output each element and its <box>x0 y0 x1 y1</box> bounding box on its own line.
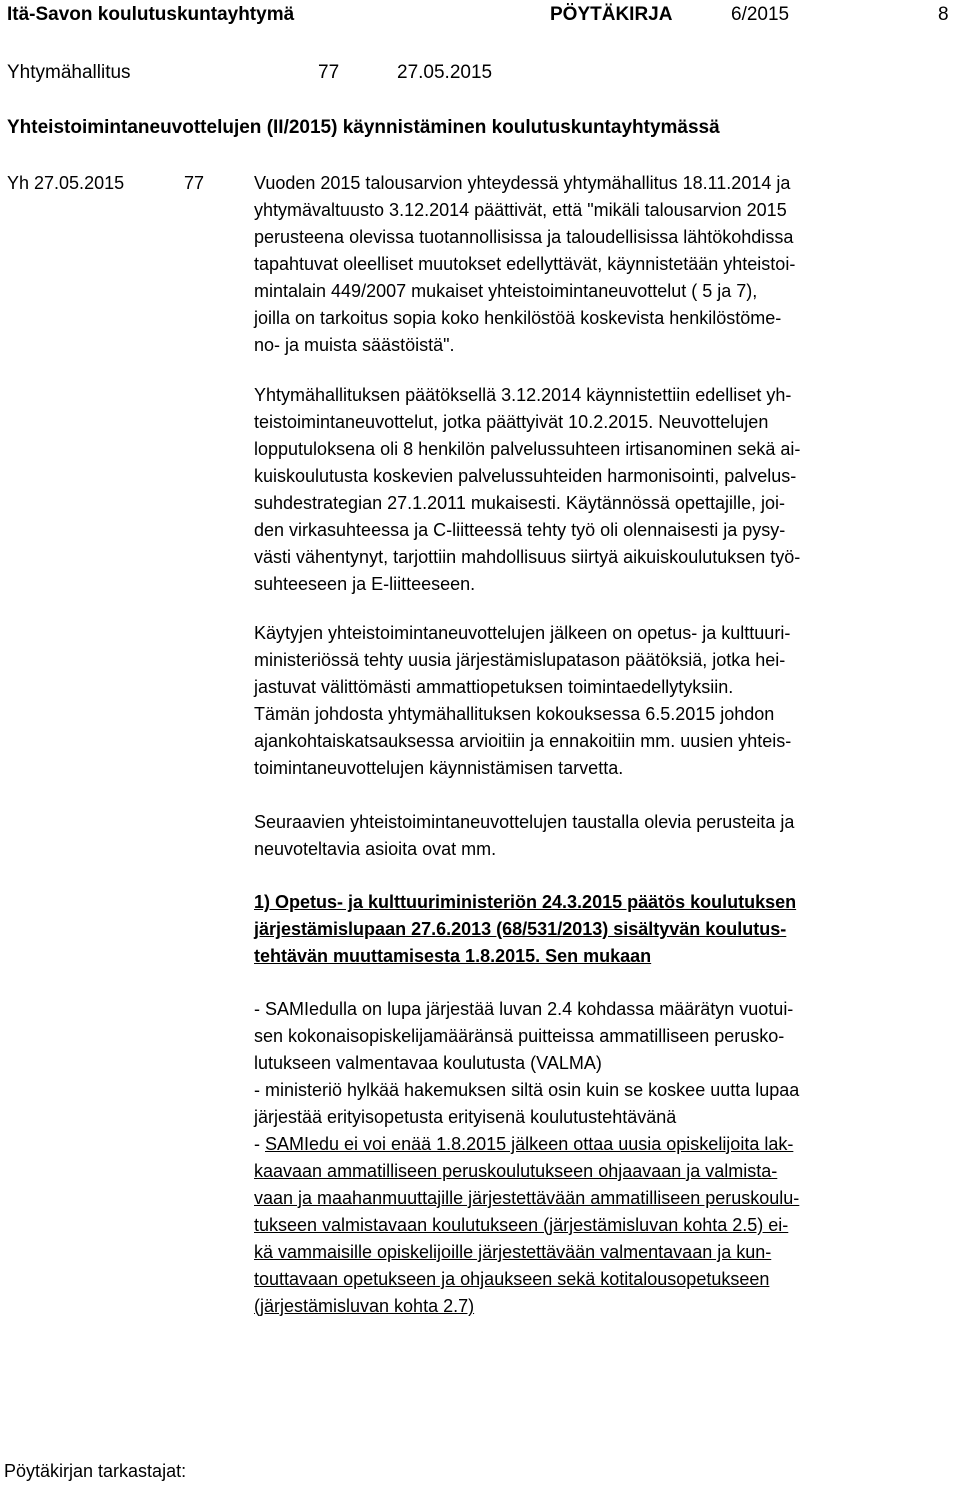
document-number: 6/2015 <box>731 4 790 25</box>
page-number: 8 <box>938 4 949 25</box>
paragraph-line: ajankohtaiskatsauksessa arvioitiin ja ennakoitiin mm. uusien yhteis- <box>254 731 792 751</box>
paragraph-line: suhteeseen ja E-liitteeseen. <box>254 574 476 594</box>
document-type: PÖYTÄKIRJA <box>550 4 673 25</box>
section-ref-number: 77 <box>184 173 205 193</box>
section-number: 77 <box>318 62 340 83</box>
paragraph-line: teistoimintaneuvottelut, jotka päättyivät 10.2.2015. Neuvottelujen <box>254 412 769 432</box>
list-dash: - <box>254 1134 265 1154</box>
governing-body: Yhtymähallitus <box>7 62 131 83</box>
paragraph-line: ministeriössä tehty uusia järjestämislupatason päätöksiä, jotka hei- <box>254 650 786 670</box>
paragraph-ministry-decisions <box>254 620 954 782</box>
paragraph-line: no- ja muista säästöistä". <box>254 335 455 355</box>
underlined-text: SAMIedu ei voi enää 1.8.2015 jälkeen ottaa uusia opiskelijoita lak- <box>265 1134 794 1154</box>
paragraph-line: Yhtymähallituksen päätöksellä 3.12.2014 käynnistettiin edelliset yh- <box>254 385 792 405</box>
heading-line: järjestämislupaan 27.6.2013 (68/531/2013) sisältyvän koulutus- <box>254 919 787 939</box>
section-ref-label: Yh 27.05.2015 <box>7 173 125 193</box>
paragraph-line: mintalain 449/2007 mukaiset yhteistoimintaneuvottelut ( 5 ja 7), <box>254 281 758 301</box>
list-item-line: (järjestämisluvan kohta 2.7) <box>254 1296 475 1316</box>
paragraph-line: tapahtuvat oleelliset muutokset edellyttävät, käynnistetään yhteistoi- <box>254 254 796 274</box>
list-item-line: - SAMIedulla on lupa järjestää luvan 2.4 kohdassa määrätyn vuotui- <box>254 999 794 1019</box>
page-title: Yhteistoimintaneuvottelujen (II/2015) käynnistäminen koulutuskuntayhtymässä <box>7 117 720 138</box>
paragraph-line: jastuvat välittömästi ammattiopetuksen toimintaedellytyksiin. <box>254 677 734 697</box>
paragraph-line: yhtymävaltuusto 3.12.2014 päättivät, että "mikäli talousarvion 2015 <box>254 200 787 220</box>
list-item-line: touttavaan opetukseen ja ohjaukseen sekä kotitalousopetukseen <box>254 1269 770 1289</box>
paragraph-previous-negotiations <box>254 382 954 598</box>
heading-ministry-decision <box>254 889 954 970</box>
paragraph-line: Seuraavien yhteistoimintaneuvottelujen taustalla olevia perusteita ja <box>254 812 795 832</box>
list-item-line <box>254 1131 954 1158</box>
paragraph-line: toimintaneuvottelujen käynnistämisen tarvetta. <box>254 758 624 778</box>
list-item-line: tukseen valmistavaan koulutukseen (järjestämisluvan kohta 2.5) ei- <box>254 1215 789 1235</box>
paragraph-line: perusteena olevissa tuotannollisissa ja taloudellisissa lähtökohdissa <box>254 227 794 247</box>
heading-line: 1) Opetus- ja kulttuuriministeriön 24.3.2015 päätös koulutuksen <box>254 892 797 912</box>
paragraph-line: joilla on tarkoitus sopia koko henkilöstöä koskevista henkilöstöme- <box>254 308 782 328</box>
paragraph-line: lopputuloksena oli 8 henkilön palvelussuhteen irtisanominen sekä ai- <box>254 439 801 459</box>
paragraph-line: neuvoteltavia asioita ovat mm. <box>254 839 497 859</box>
list-item-line: vaan ja maahanmuuttajille järjestettävään ammatilliseen peruskoulu- <box>254 1188 800 1208</box>
decision-list <box>254 996 954 1320</box>
paragraph-negotiation-grounds <box>254 809 954 863</box>
list-item-line: sen kokonaisopiskelijamääränsä puitteissa ammatilliseen perusko- <box>254 1026 785 1046</box>
list-item-line: kaavaan ammatilliseen peruskoulutukseen ohjaavaan ja valmista- <box>254 1161 778 1181</box>
paragraph-line: Tämän johdosta yhtymähallituksen kokouksessa 6.5.2015 johdon <box>254 704 775 724</box>
list-item-line: järjestää erityisopetusta erityisenä koulutustehtävänä <box>254 1107 677 1127</box>
paragraph-line: Vuoden 2015 talousarvion yhteydessä yhtymähallitus 18.11.2014 ja <box>254 173 791 193</box>
heading-line: tehtävän muuttamisesta 1.8.2015. Sen mukaan <box>254 946 652 966</box>
paragraph-line: kuiskoulutusta koskevien palvelussuhteiden harmonisointi, palvelus- <box>254 466 797 486</box>
list-item-line: - ministeriö hylkää hakemuksen siltä osin kuin se koskee uutta lupaa <box>254 1080 800 1100</box>
list-item-line: kä vammaisille opiskelijoille järjestettävään valmentavaan ja kun- <box>254 1242 772 1262</box>
list-item-line: lutukseen valmentavaa koulutusta (VALMA) <box>254 1053 602 1073</box>
footer-reviewers-label: Pöytäkirjan tarkastajat: <box>4 1461 187 1481</box>
paragraph-line: Käytyjen yhteistoimintaneuvottelujen jälkeen on opetus- ja kulttuuri- <box>254 623 791 643</box>
organization-name: Itä-Savon koulutuskuntayhtymä <box>7 4 295 25</box>
meeting-date: 27.05.2015 <box>397 62 493 83</box>
paragraph-line: den virkasuhteessa ja C-liitteessä tehty työ oli olennaisesti ja pysy- <box>254 520 786 540</box>
paragraph-line: västi vähentynyt, tarjottiin mahdollisuus siirtyä aikuiskoulutuksen työ- <box>254 547 801 567</box>
paragraph-background <box>254 170 954 359</box>
paragraph-line: suhdestrategian 27.1.2011 mukaisesti. Käytännössä opettajille, joi- <box>254 493 785 513</box>
